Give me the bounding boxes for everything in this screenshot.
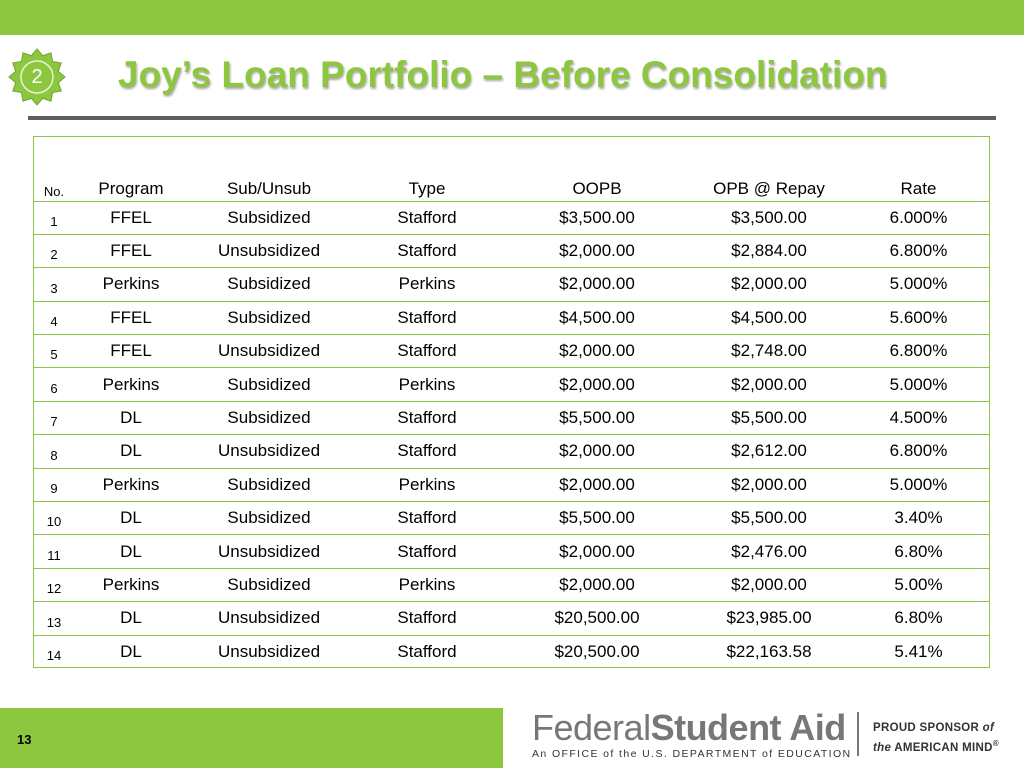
cell-type: Stafford [397,207,457,227]
cell-no: 1 [50,213,58,229]
cell-type: Stafford [397,642,457,662]
cell-program: Perkins [102,374,160,394]
cell-type: Stafford [397,441,457,461]
cell-rate: 4.500% [889,408,948,428]
header-no: No. [43,183,65,199]
cell-oopb: $3,500.00 [559,207,635,227]
table-row [34,201,989,234]
cell-type: Perkins [398,574,456,594]
header-opb-repay: OPB @ Repay [713,178,825,198]
cell-no: 12 [46,581,62,597]
cell-sub-unsub: Subsidized [227,474,311,494]
page-title: Joy’s Loan Portfolio – Before Consolidation [118,54,888,95]
cell-sub-unsub: Unsubsidized [217,608,321,628]
cell-sub-unsub: Subsidized [227,307,311,327]
cell-oopb: $20,500.00 [554,608,640,628]
cell-program: DL [120,441,142,461]
footer-green-bar [0,708,503,768]
cell-type: Perkins [398,474,456,494]
cell-type: Stafford [397,541,457,561]
title-divider [28,116,996,120]
table-row [34,335,989,368]
cell-rate: 5.41% [894,642,943,662]
cell-program: Perkins [102,474,160,494]
cell-rate: 6.80% [894,541,943,561]
cell-no: 8 [50,447,58,463]
cell-opb-repay: $2,884.00 [731,241,807,261]
loan-portfolio-table [34,137,989,668]
cell-opb-repay: $2,000.00 [731,474,807,494]
cell-oopb: $2,000.00 [559,241,635,261]
cell-oopb: $2,000.00 [559,474,635,494]
cell-type: Stafford [397,508,457,528]
table-row [34,468,989,501]
cell-no: 9 [50,481,58,497]
cell-oopb: $5,500.00 [559,508,635,528]
cell-no: 4 [50,314,58,330]
cell-no: 7 [50,414,58,430]
cell-type: Perkins [398,274,456,294]
cell-type: Stafford [397,408,457,428]
cell-no: 14 [46,648,62,664]
header-sub-unsub: Sub/Unsub [226,178,312,198]
loan-table-container [33,136,990,668]
table-header-row [34,137,989,201]
sponsor-line-1: PROUD SPONSOR of [873,722,995,734]
cell-opb-repay: $2,612.00 [731,441,807,461]
cell-rate: 6.800% [889,241,948,261]
cell-sub-unsub: Unsubsidized [217,642,321,662]
cell-opb-repay: $5,500.00 [731,508,807,528]
logo-divider [857,712,859,756]
table-row [34,602,989,635]
table-row [34,301,989,334]
cell-no: 11 [47,547,61,563]
logo-wordmark [532,707,852,748]
cell-type: Stafford [397,241,457,261]
cell-opb-repay: $2,748.00 [731,341,807,361]
cell-program: DL [120,642,142,662]
cell-opb-repay: $5,500.00 [731,408,807,428]
cell-oopb: $4,500.00 [559,307,635,327]
cell-sub-unsub: Subsidized [227,408,311,428]
cell-rate: 5.000% [889,274,948,294]
cell-oopb: $2,000.00 [559,574,635,594]
cell-program: DL [120,408,142,428]
table-row [34,268,989,301]
cell-program: Perkins [102,574,160,594]
header-rate: Rate [900,178,937,198]
page-number: 13 [17,732,32,747]
cell-program: FFEL [110,207,152,227]
cell-sub-unsub: Subsidized [227,207,311,227]
cell-opb-repay: $3,500.00 [731,207,807,227]
cell-opb-repay: $2,000.00 [731,274,807,294]
cell-program: DL [120,608,142,628]
logo-bold-text: Student Aid [650,707,846,748]
table-row [34,635,989,668]
cell-no: 10 [46,514,62,530]
cell-program: DL [120,508,142,528]
cell-opb-repay: $22,163.58 [726,642,812,662]
cell-sub-unsub: Unsubsidized [217,541,321,561]
cell-oopb: $2,000.00 [559,374,635,394]
cell-oopb: $20,500.00 [554,642,640,662]
sponsor-line-2: the AMERICAN MIND® [873,739,999,754]
cell-type: Stafford [397,341,457,361]
cell-sub-unsub: Unsubsidized [217,441,321,461]
cell-opb-repay: $2,000.00 [731,374,807,394]
cell-no: 3 [50,280,58,296]
cell-oopb: $2,000.00 [559,541,635,561]
cell-rate: 5.000% [889,374,948,394]
cell-type: Stafford [397,307,457,327]
cell-rate: 6.000% [889,207,948,227]
cell-program: FFEL [110,307,152,327]
cell-rate: 6.800% [889,441,948,461]
header-program: Program [98,178,164,198]
sponsor-text [873,721,999,756]
cell-opb-repay: $23,985.00 [726,608,812,628]
cell-oopb: $2,000.00 [559,441,635,461]
table-row [34,535,989,568]
cell-sub-unsub: Subsidized [227,508,311,528]
cell-rate: 5.00% [894,574,943,594]
cell-oopb: $2,000.00 [559,341,635,361]
cell-sub-unsub: Unsubsidized [217,241,321,261]
cell-rate: 5.600% [889,307,948,327]
logo-light-text: Federal [532,707,651,748]
section-number: 2 [31,66,43,88]
cell-sub-unsub: Subsidized [227,574,311,594]
cell-oopb: $5,500.00 [559,408,635,428]
cell-rate: 6.800% [889,341,948,361]
cell-program: FFEL [110,241,152,261]
section-badge [8,48,66,106]
cell-program: DL [120,541,142,561]
header-type: Type [408,178,446,198]
cell-program: Perkins [102,274,160,294]
table-row [34,368,989,401]
table-row [34,234,989,267]
table-row [34,435,989,468]
cell-rate: 6.80% [894,608,943,628]
cell-rate: 5.000% [889,474,948,494]
cell-type: Stafford [397,608,457,628]
cell-no: 13 [46,614,62,630]
logo-tagline: An OFFICE of the U.S. DEPARTMENT of EDUCATION [532,748,852,760]
top-accent-bar [0,0,1024,35]
cell-sub-unsub: Subsidized [227,274,311,294]
federal-student-aid-logo [532,707,852,760]
cell-program: FFEL [110,341,152,361]
table-row [34,568,989,601]
cell-sub-unsub: Unsubsidized [217,341,321,361]
table-row [34,401,989,434]
cell-no: 5 [50,347,58,363]
table-row [34,502,989,535]
cell-no: 6 [50,380,58,396]
cell-no: 2 [50,247,58,263]
cell-type: Perkins [398,374,456,394]
cell-opb-repay: $4,500.00 [731,307,807,327]
cell-opb-repay: $2,000.00 [731,574,807,594]
cell-rate: 3.40% [894,508,943,528]
cell-oopb: $2,000.00 [559,274,635,294]
cell-opb-repay: $2,476.00 [731,541,807,561]
cell-sub-unsub: Subsidized [227,374,311,394]
header-oopb: OOPB [572,178,622,198]
